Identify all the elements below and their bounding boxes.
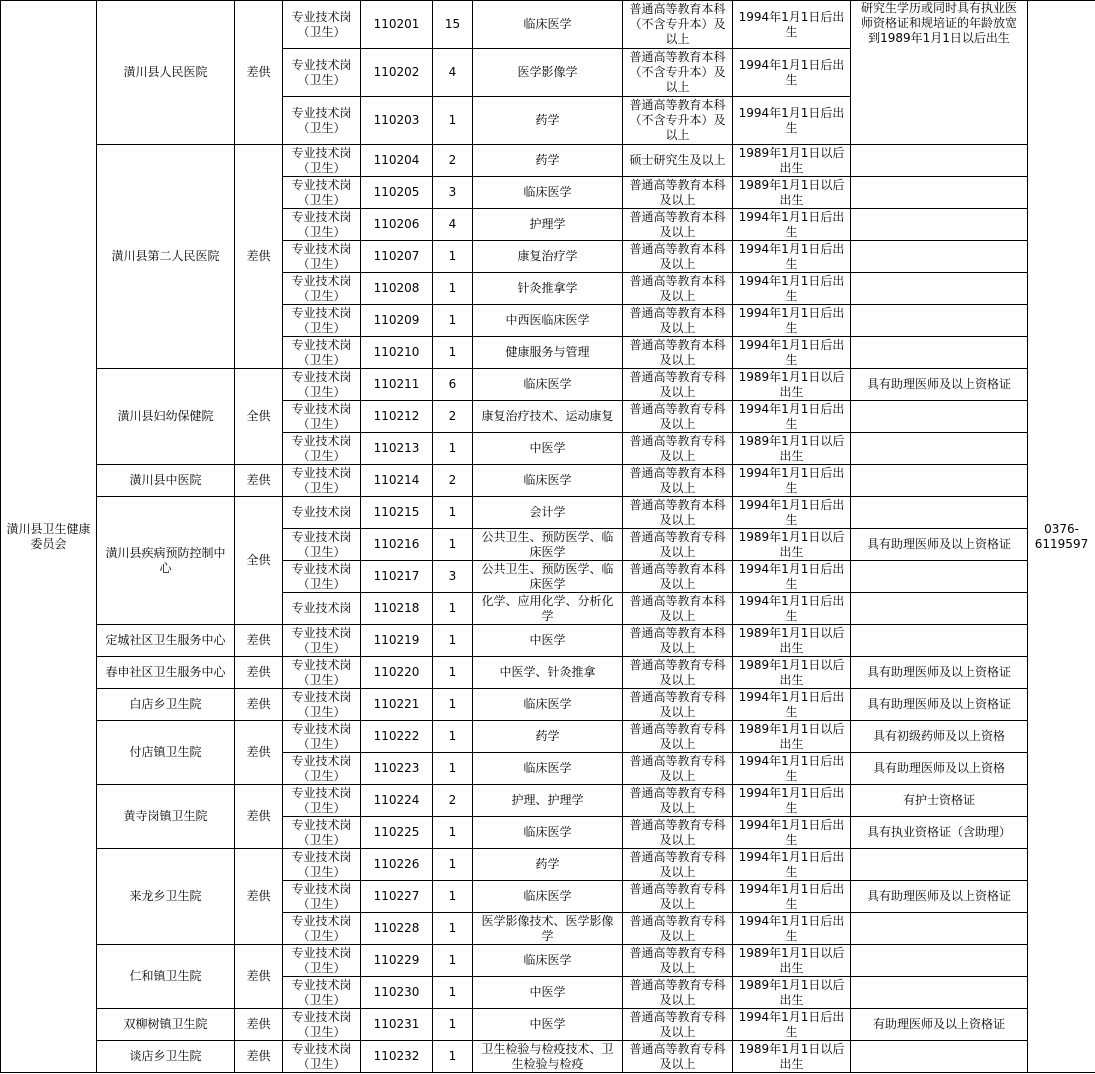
education-cell: 普通高等教育专科 及以上 [623, 657, 733, 689]
age-requirement-cell: 1994年1月1日后出 生 [733, 753, 851, 785]
age-requirement-cell: 1994年1月1日后出 生 [733, 785, 851, 817]
age-requirement-cell: 1989年1月1日以后 出生 [733, 433, 851, 465]
post-code-cell: 110201 [361, 1, 433, 49]
post-code-cell: 110215 [361, 497, 433, 529]
post-code-cell: 110223 [361, 753, 433, 785]
major-cell: 中医学 [473, 625, 623, 657]
age-requirement-cell: 1994年1月1日后出 生 [733, 209, 851, 241]
hiring-count-cell: 4 [433, 209, 473, 241]
note-cell [851, 945, 1028, 977]
unit-name-cell: 潢川县疾病预防控制中 心 [97, 497, 235, 625]
major-cell: 医学影像学 [473, 49, 623, 97]
education-cell: 普通高等教育专科 及以上 [623, 753, 733, 785]
post-code-cell: 110228 [361, 913, 433, 945]
post-code-cell: 110206 [361, 209, 433, 241]
age-requirement-cell: 1994年1月1日后出 生 [733, 273, 851, 305]
note-cell [851, 433, 1028, 465]
funding-type-cell: 差供 [235, 145, 283, 369]
post-type-cell: 专业技术岗 （卫生） [283, 465, 361, 497]
age-requirement-cell: 1994年1月1日后出 生 [733, 401, 851, 433]
hiring-count-cell: 1 [433, 945, 473, 977]
post-code-cell: 110213 [361, 433, 433, 465]
hiring-count-cell: 1 [433, 913, 473, 945]
post-code-cell: 110216 [361, 529, 433, 561]
note-cell [851, 305, 1028, 337]
age-requirement-cell: 1989年1月1日以后 出生 [733, 721, 851, 753]
table-row [1, 1009, 1095, 1041]
table-row [1, 465, 1095, 497]
age-requirement-cell: 1994年1月1日后出 生 [733, 241, 851, 273]
hiring-count-cell: 1 [433, 625, 473, 657]
hiring-count-cell: 1 [433, 241, 473, 273]
major-cell: 药学 [473, 145, 623, 177]
hiring-count-cell: 1 [433, 977, 473, 1009]
contact-phone-cell: 0376- 6119597 [1028, 1, 1095, 1073]
unit-name-cell: 来龙乡卫生院 [97, 849, 235, 945]
major-cell: 公共卫生、预防医学、临 床医学 [473, 529, 623, 561]
note-cell [851, 177, 1028, 209]
funding-type-cell: 差供 [235, 945, 283, 1009]
education-cell: 普通高等教育专科 及以上 [623, 433, 733, 465]
note-cell: 具有助理医师及以上资格证 [851, 881, 1028, 913]
major-cell: 药学 [473, 97, 623, 145]
education-cell: 普通高等教育本科 （不含专升本）及 以上 [623, 49, 733, 97]
funding-type-cell: 差供 [235, 849, 283, 945]
education-cell: 普通高等教育专科 及以上 [623, 721, 733, 753]
note-cell: 具有助理医师及以上资格证 [851, 529, 1028, 561]
post-type-cell: 专业技术岗 （卫生） [283, 913, 361, 945]
age-requirement-cell: 1994年1月1日后出 生 [733, 305, 851, 337]
education-cell: 普通高等教育专科 及以上 [623, 369, 733, 401]
post-type-cell: 专业技术岗 （卫生） [283, 209, 361, 241]
post-type-cell: 专业技术岗 （卫生） [283, 945, 361, 977]
note-cell [851, 913, 1028, 945]
unit-name-cell: 潢川县人民医院 [97, 1, 235, 145]
funding-type-cell: 差供 [235, 1, 283, 145]
hiring-count-cell: 6 [433, 369, 473, 401]
post-code-cell: 110232 [361, 1041, 433, 1073]
age-requirement-cell: 1989年1月1日以后 出生 [733, 529, 851, 561]
hiring-count-cell: 1 [433, 689, 473, 721]
post-type-cell: 专业技术岗 （卫生） [283, 401, 361, 433]
table-row [1, 1, 1095, 49]
post-code-cell: 110221 [361, 689, 433, 721]
note-cell [851, 497, 1028, 529]
major-cell: 中西医临床医学 [473, 305, 623, 337]
education-cell: 普通高等教育本科 及以上 [623, 593, 733, 625]
unit-name-cell: 付店镇卫生院 [97, 721, 235, 785]
post-code-cell: 110202 [361, 49, 433, 97]
post-code-cell: 110212 [361, 401, 433, 433]
major-cell: 临床医学 [473, 945, 623, 977]
major-cell: 护理学 [473, 209, 623, 241]
post-code-cell: 110230 [361, 977, 433, 1009]
major-cell: 药学 [473, 721, 623, 753]
table-row [1, 689, 1095, 721]
post-type-cell: 专业技术岗 （卫生） [283, 337, 361, 369]
hiring-count-cell: 4 [433, 49, 473, 97]
education-cell: 普通高等教育专科 及以上 [623, 977, 733, 1009]
hiring-count-cell: 3 [433, 561, 473, 593]
post-code-cell: 110207 [361, 241, 433, 273]
post-code-cell: 110210 [361, 337, 433, 369]
age-requirement-cell: 1989年1月1日以后 出生 [733, 657, 851, 689]
age-requirement-cell: 1989年1月1日以后 出生 [733, 625, 851, 657]
unit-name-cell: 潢川县妇幼保健院 [97, 369, 235, 465]
hiring-count-cell: 3 [433, 177, 473, 209]
note-cell [851, 209, 1028, 241]
table-row [1, 849, 1095, 881]
unit-name-cell: 白店乡卫生院 [97, 689, 235, 721]
table-row [1, 625, 1095, 657]
table-row [1, 497, 1095, 529]
hiring-count-cell: 1 [433, 433, 473, 465]
hiring-count-cell: 1 [433, 305, 473, 337]
post-type-cell: 专业技术岗 （卫生） [283, 97, 361, 145]
hiring-count-cell: 1 [433, 1041, 473, 1073]
major-cell: 会计学 [473, 497, 623, 529]
post-code-cell: 110227 [361, 881, 433, 913]
education-cell: 普通高等教育专科 及以上 [623, 881, 733, 913]
note-cell: 具有助理医师及以上资格证 [851, 657, 1028, 689]
hiring-count-cell: 1 [433, 97, 473, 145]
hiring-count-cell: 1 [433, 593, 473, 625]
age-requirement-cell: 1994年1月1日后出 生 [733, 881, 851, 913]
major-cell: 针灸推拿学 [473, 273, 623, 305]
post-type-cell: 专业技术岗 （卫生） [283, 977, 361, 1009]
post-code-cell: 110209 [361, 305, 433, 337]
age-requirement-cell: 1989年1月1日以后 出生 [733, 945, 851, 977]
note-cell [851, 625, 1028, 657]
major-cell: 中医学 [473, 433, 623, 465]
post-type-cell: 专业技术岗 [283, 593, 361, 625]
hiring-count-cell: 1 [433, 881, 473, 913]
note-cell: 研究生学历或同时具有执业医 师资格证和规培证的年龄放宽 到1989年1月1日以后出生 [851, 1, 1028, 145]
education-cell: 普通高等教育专科 及以上 [623, 817, 733, 849]
note-cell: 具有助理医师及以上资格证 [851, 689, 1028, 721]
hiring-count-cell: 1 [433, 497, 473, 529]
note-cell [851, 561, 1028, 593]
table-row [1, 657, 1095, 689]
unit-name-cell: 潢川县中医院 [97, 465, 235, 497]
age-requirement-cell: 1994年1月1日后出 生 [733, 337, 851, 369]
post-type-cell: 专业技术岗 [283, 497, 361, 529]
post-type-cell: 专业技术岗 （卫生） [283, 1041, 361, 1073]
hiring-count-cell: 1 [433, 529, 473, 561]
hiring-count-cell: 2 [433, 401, 473, 433]
post-type-cell: 专业技术岗 （卫生） [283, 689, 361, 721]
education-cell: 普通高等教育本科 及以上 [623, 561, 733, 593]
note-cell [851, 1041, 1028, 1073]
age-requirement-cell: 1989年1月1日以后 出生 [733, 977, 851, 1009]
major-cell: 康复治疗技术、运动康复 [473, 401, 623, 433]
funding-type-cell: 差供 [235, 625, 283, 657]
age-requirement-cell: 1994年1月1日后出 生 [733, 97, 851, 145]
post-type-cell: 专业技术岗 （卫生） [283, 881, 361, 913]
unit-name-cell: 春申社区卫生服务中心 [97, 657, 235, 689]
table-row [1, 785, 1095, 817]
hiring-count-cell: 2 [433, 465, 473, 497]
unit-name-cell: 谈店乡卫生院 [97, 1041, 235, 1073]
note-cell [851, 849, 1028, 881]
hiring-count-cell: 1 [433, 721, 473, 753]
post-type-cell: 专业技术岗 （卫生） [283, 433, 361, 465]
post-type-cell: 专业技术岗 （卫生） [283, 721, 361, 753]
age-requirement-cell: 1994年1月1日后出 生 [733, 913, 851, 945]
post-code-cell: 110214 [361, 465, 433, 497]
hiring-count-cell: 15 [433, 1, 473, 49]
age-requirement-cell: 1994年1月1日后出 生 [733, 49, 851, 97]
note-cell: 有助理医师及以上资格证 [851, 1009, 1028, 1041]
post-type-cell: 专业技术岗 （卫生） [283, 273, 361, 305]
education-cell: 普通高等教育专科 及以上 [623, 529, 733, 561]
department-cell: 潢川县卫生健康委员会 [1, 1, 97, 1073]
post-type-cell: 专业技术岗 （卫生） [283, 753, 361, 785]
post-type-cell: 专业技术岗 （卫生） [283, 849, 361, 881]
table-row [1, 721, 1095, 753]
age-requirement-cell: 1994年1月1日后出 生 [733, 465, 851, 497]
education-cell: 普通高等教育本科 及以上 [623, 305, 733, 337]
unit-name-cell: 双柳树镇卫生院 [97, 1009, 235, 1041]
education-cell: 普通高等教育专科 及以上 [623, 913, 733, 945]
unit-name-cell: 定城社区卫生服务中心 [97, 625, 235, 657]
hiring-count-cell: 2 [433, 145, 473, 177]
note-cell [851, 401, 1028, 433]
post-code-cell: 110229 [361, 945, 433, 977]
education-cell: 普通高等教育专科 及以上 [623, 1009, 733, 1041]
age-requirement-cell: 1994年1月1日后出 生 [733, 593, 851, 625]
hiring-count-cell: 1 [433, 817, 473, 849]
major-cell: 临床医学 [473, 465, 623, 497]
education-cell: 普通高等教育专科 及以上 [623, 785, 733, 817]
age-requirement-cell: 1989年1月1日以后 出生 [733, 1041, 851, 1073]
unit-name-cell: 仁和镇卫生院 [97, 945, 235, 1009]
post-type-cell: 专业技术岗 （卫生） [283, 625, 361, 657]
education-cell: 硕士研究生及以上 [623, 145, 733, 177]
funding-type-cell: 全供 [235, 497, 283, 625]
funding-type-cell: 差供 [235, 465, 283, 497]
major-cell: 临床医学 [473, 369, 623, 401]
post-type-cell: 专业技术岗 （卫生） [283, 305, 361, 337]
post-type-cell: 专业技术岗 （卫生） [283, 369, 361, 401]
post-code-cell: 110211 [361, 369, 433, 401]
post-code-cell: 110225 [361, 817, 433, 849]
age-requirement-cell: 1989年1月1日以后 出生 [733, 369, 851, 401]
note-cell: 具有助理医师及以上资格 [851, 753, 1028, 785]
post-code-cell: 110208 [361, 273, 433, 305]
hiring-count-cell: 1 [433, 1009, 473, 1041]
post-code-cell: 110226 [361, 849, 433, 881]
post-type-cell: 专业技术岗 （卫生） [283, 785, 361, 817]
major-cell: 健康服务与管理 [473, 337, 623, 369]
major-cell: 中医学 [473, 977, 623, 1009]
major-cell: 临床医学 [473, 689, 623, 721]
post-type-cell: 专业技术岗 （卫生） [283, 817, 361, 849]
education-cell: 普通高等教育本科 及以上 [623, 625, 733, 657]
major-cell: 临床医学 [473, 753, 623, 785]
major-cell: 康复治疗学 [473, 241, 623, 273]
post-code-cell: 110222 [361, 721, 433, 753]
education-cell: 普通高等教育本科 （不含专升本）及 以上 [623, 1, 733, 49]
table-row [1, 369, 1095, 401]
note-cell: 具有初级药师及以上资格 [851, 721, 1028, 753]
education-cell: 普通高等教育专科 及以上 [623, 689, 733, 721]
hiring-count-cell: 1 [433, 273, 473, 305]
note-cell [851, 593, 1028, 625]
education-cell: 普通高等教育本科 及以上 [623, 497, 733, 529]
age-requirement-cell: 1994年1月1日后出 生 [733, 817, 851, 849]
age-requirement-cell: 1989年1月1日以后 出生 [733, 145, 851, 177]
note-cell [851, 241, 1028, 273]
major-cell: 卫生检验与检疫技术、卫 生检验与检疫 [473, 1041, 623, 1073]
education-cell: 普通高等教育专科 及以上 [623, 401, 733, 433]
hiring-count-cell: 2 [433, 785, 473, 817]
post-code-cell: 110204 [361, 145, 433, 177]
funding-type-cell: 差供 [235, 721, 283, 785]
post-type-cell: 专业技术岗 （卫生） [283, 529, 361, 561]
note-cell [851, 145, 1028, 177]
table-row [1, 945, 1095, 977]
age-requirement-cell: 1994年1月1日后出 生 [733, 497, 851, 529]
education-cell: 普通高等教育本科 及以上 [623, 177, 733, 209]
post-code-cell: 110203 [361, 97, 433, 145]
post-code-cell: 110205 [361, 177, 433, 209]
education-cell: 普通高等教育本科 及以上 [623, 337, 733, 369]
post-code-cell: 110217 [361, 561, 433, 593]
education-cell: 普通高等教育本科 及以上 [623, 465, 733, 497]
table-row [1, 1041, 1095, 1073]
note-cell [851, 337, 1028, 369]
education-cell: 普通高等教育本科 及以上 [623, 241, 733, 273]
post-code-cell: 110219 [361, 625, 433, 657]
post-type-cell: 专业技术岗 （卫生） [283, 177, 361, 209]
major-cell: 药学 [473, 849, 623, 881]
funding-type-cell: 差供 [235, 689, 283, 721]
post-type-cell: 专业技术岗 （卫生） [283, 561, 361, 593]
funding-type-cell: 差供 [235, 1009, 283, 1041]
note-cell: 具有执业资格证（含助理） [851, 817, 1028, 849]
unit-name-cell: 潢川县第二人民医院 [97, 145, 235, 369]
post-type-cell: 专业技术岗 （卫生） [283, 1009, 361, 1041]
post-type-cell: 专业技术岗 （卫生） [283, 145, 361, 177]
education-cell: 普通高等教育专科 及以上 [623, 945, 733, 977]
post-type-cell: 专业技术岗 （卫生） [283, 657, 361, 689]
funding-type-cell: 差供 [235, 1041, 283, 1073]
funding-type-cell: 全供 [235, 369, 283, 465]
major-cell: 公共卫生、预防医学、临 床医学 [473, 561, 623, 593]
note-cell [851, 465, 1028, 497]
age-requirement-cell: 1994年1月1日后出 生 [733, 1, 851, 49]
major-cell: 临床医学 [473, 1, 623, 49]
education-cell: 普通高等教育专科 及以上 [623, 1041, 733, 1073]
education-cell: 普通高等教育专科 及以上 [623, 849, 733, 881]
education-cell: 普通高等教育本科 及以上 [623, 209, 733, 241]
hiring-count-cell: 1 [433, 753, 473, 785]
post-code-cell: 110220 [361, 657, 433, 689]
age-requirement-cell: 1994年1月1日后出 生 [733, 1009, 851, 1041]
hiring-count-cell: 1 [433, 337, 473, 369]
post-type-cell: 专业技术岗 （卫生） [283, 1, 361, 49]
funding-type-cell: 差供 [235, 785, 283, 849]
education-cell: 普通高等教育本科 （不含专升本）及 以上 [623, 97, 733, 145]
major-cell: 中医学 [473, 1009, 623, 1041]
post-code-cell: 110224 [361, 785, 433, 817]
major-cell: 护理、护理学 [473, 785, 623, 817]
table-row [1, 145, 1095, 177]
major-cell: 临床医学 [473, 881, 623, 913]
post-code-cell: 110218 [361, 593, 433, 625]
hiring-count-cell: 1 [433, 657, 473, 689]
hiring-count-cell: 1 [433, 849, 473, 881]
age-requirement-cell: 1994年1月1日后出 生 [733, 689, 851, 721]
major-cell: 中医学、针灸推拿 [473, 657, 623, 689]
note-cell [851, 977, 1028, 1009]
major-cell: 临床医学 [473, 177, 623, 209]
note-cell: 具有助理医师及以上资格证 [851, 369, 1028, 401]
age-requirement-cell: 1994年1月1日后出 生 [733, 849, 851, 881]
note-cell: 有护士资格证 [851, 785, 1028, 817]
major-cell: 医学影像技术、医学影像 学 [473, 913, 623, 945]
major-cell: 化学、应用化学、分析化 学 [473, 593, 623, 625]
note-cell [851, 273, 1028, 305]
major-cell: 临床医学 [473, 817, 623, 849]
education-cell: 普通高等教育本科 及以上 [623, 273, 733, 305]
age-requirement-cell: 1994年1月1日后出 生 [733, 561, 851, 593]
age-requirement-cell: 1989年1月1日以后 出生 [733, 177, 851, 209]
post-type-cell: 专业技术岗 （卫生） [283, 49, 361, 97]
post-code-cell: 110231 [361, 1009, 433, 1041]
post-type-cell: 专业技术岗 （卫生） [283, 241, 361, 273]
funding-type-cell: 差供 [235, 657, 283, 689]
unit-name-cell: 黄寺岗镇卫生院 [97, 785, 235, 849]
